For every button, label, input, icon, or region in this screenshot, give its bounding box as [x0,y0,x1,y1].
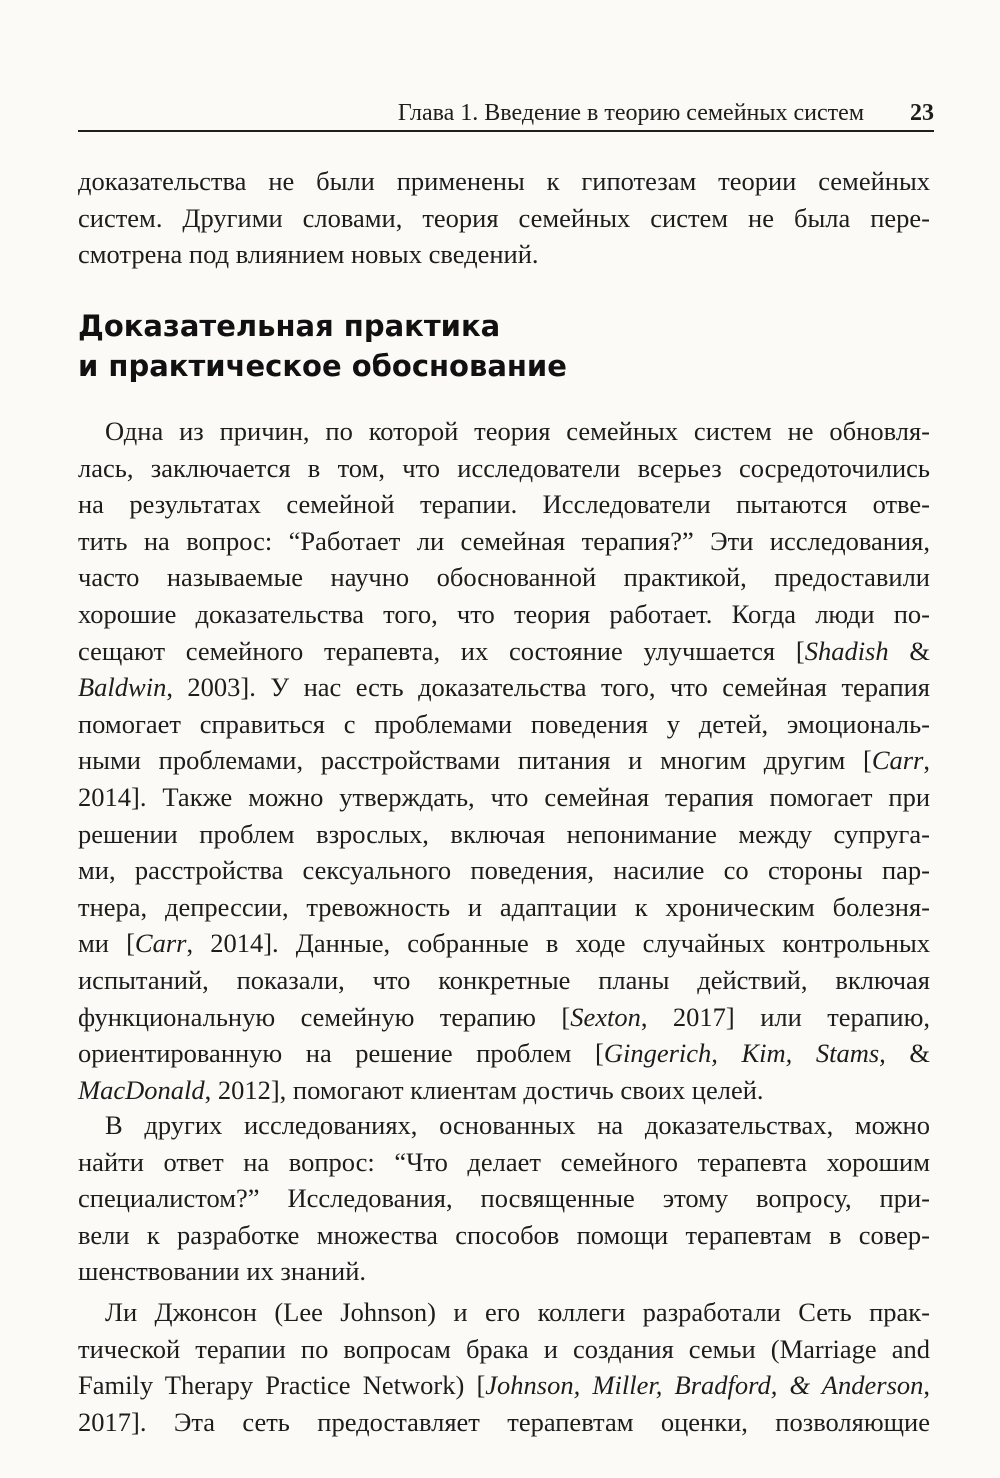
running-header [78,96,934,132]
text-line: ми, расстройства сексуального поведения, насилие со стороны пар- [78,855,930,886]
citation-author: Gingerich, Kim, Stams, [603,1038,886,1069]
citation-author: Johnson, Miller, Bradford, & Anderson [485,1370,924,1401]
text-line: тнера, депрессии, тревожность и адаптации к хроническим болезня- [78,891,930,922]
text-line: 2014]. Также можно утверждать, что семейная терапия помогает при [78,781,930,812]
text-line: найти ответ на вопрос: “Что делает семейного терапевта хорошим [78,1146,930,1177]
text-line: тической терапии по вопросам брака и создания семьи (Marriage and [78,1333,930,1364]
paragraph-good-therapist [78,1107,930,1290]
text-run: , 2014]. Данные, собранные в ходе случайных контрольных [186,928,930,959]
citation-author: Carr [871,745,924,776]
text-run: функциональную семейную терапию [ [78,1001,571,1032]
text-line [78,1035,930,1072]
text-run: , 2003]. У нас есть доказательства того, что семейная терапия [166,672,930,703]
citation-author: Shadish [804,635,889,666]
citation-author: Carr [134,928,187,959]
text-run: Family Therapy Practice Network) [ [78,1370,486,1401]
text-run: сещают семейного терапевта, их состояние улучшается [ [78,635,805,666]
text-line: хорошие доказательства того, что теория работает. Когда люди по- [78,598,930,629]
text-line [78,669,930,706]
text-line: на результатах семейной терапии. Исследователи пытаются отве- [78,489,930,520]
text-line: вели к разработке множества способов помощи терапевтам в совер- [78,1219,930,1250]
text-run: ными проблемами, расстройствами питания и многим другим [ [78,745,872,776]
text-line: Одна из причин, по которой теория семейных систем не обновля- [105,416,930,446]
citation-author: Baldwin [78,672,167,703]
text-run: & [885,1038,930,1069]
text-line [78,925,930,962]
citation-author: Sexton [570,1001,641,1032]
text-line: часто называемые научно обоснованной практикой, предоставили [78,562,930,593]
text-line: тить на вопрос: “Работает ли семейная терапия?” Эти исследования, [78,525,930,556]
text-line: доказательства не были применены к гипотезам теории семейных [78,166,930,196]
text-line: лась, заключается в том, что исследователи всерьез сосредоточились [78,452,930,483]
section-heading-line: и практическое обоснование [78,349,567,383]
citation-author: MacDonald [78,1074,205,1105]
text-line: помогает справиться с проблемами поведения у детей, эмоциональ- [78,708,930,739]
text-line [78,999,930,1036]
intro-paragraph [78,163,930,273]
paragraph-practice-network [78,1294,930,1440]
text-line [78,633,930,670]
text-line: смотрена под влиянием новых сведений. [78,239,539,270]
text-line [78,1072,930,1109]
section-heading [78,306,930,386]
text-line [78,742,930,779]
text-line: систем. Другими словами, теория семейных систем не была пере- [78,202,930,233]
paragraph-evidence-research [78,413,930,1108]
section-heading-line: Доказательная практика [78,309,501,343]
text-run: , 2017] или терапию, [640,1001,931,1032]
text-run: , 2012], помогают клиентам достичь своих целей. [204,1074,764,1105]
text-run: , [923,745,930,776]
text-line [78,1367,930,1404]
text-line: 2017]. Эта сеть предоставляет терапевтам оценки, позволяющие [78,1406,930,1437]
text-line: шенствовании их знаний. [78,1256,367,1287]
text-line: решении проблем взрослых, включая непонимание между супруга- [78,818,930,849]
text-line: специалистом?” Исследования, посвященные этому вопросу, при- [78,1183,930,1214]
text-run: & [888,635,930,666]
text-line: Ли Джонсон (Lee Johnson) и его коллеги разработали Сеть прак- [105,1297,930,1327]
text-run: ориентированную на решение проблем [ [78,1038,604,1069]
chapter-title: Глава 1. Введение в теорию семейных систем [397,100,864,126]
page-number: 23 [910,100,934,126]
text-run: ми [ [78,928,135,959]
text-run: , [923,1370,931,1401]
text-line: В других исследованиях, основанных на доказательствах, можно [105,1110,930,1140]
text-line: испытаний, показали, что конкретные планы действий, включая [78,964,930,995]
